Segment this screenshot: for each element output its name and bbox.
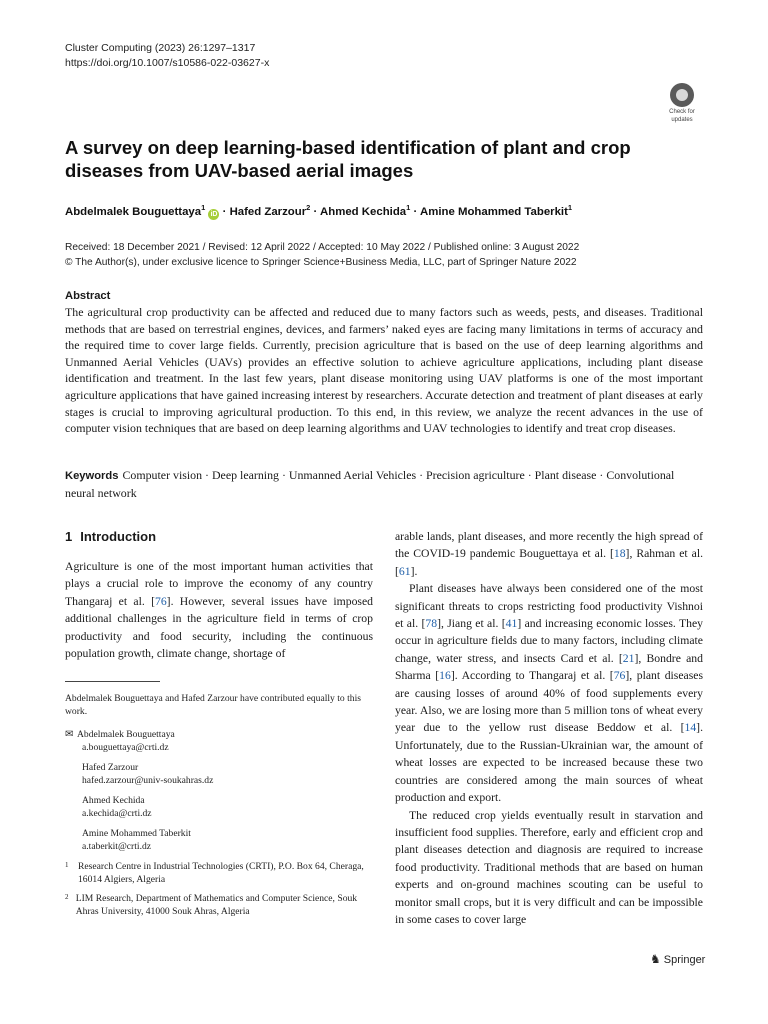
text-run: arable lands, plant diseases, and more recently the high spread of the COVID-19 pandemic Bouguettaya et al. [: [395, 530, 703, 561]
author-name: Hafed Zarzour: [229, 205, 307, 218]
text-run: ] and increasing economic losses. They occur in agriculture fields due to many factors, including climate change, water stress, and insects Card et al. [: [395, 617, 703, 665]
publisher-name: Springer: [663, 954, 706, 966]
keywords-section: [65, 467, 703, 501]
affiliation-text: Research Centre in Industrial Technologies (CRTI), P.O. Box 64, Cheraga, 16014 Algiers, Algeria: [78, 861, 364, 885]
citation-link[interactable]: 41: [505, 617, 518, 631]
paper-title: A survey on deep learning-based identification of plant and crop diseases from UAV-based aerial images: [65, 137, 631, 181]
citation-link[interactable]: 76: [154, 594, 167, 608]
contact-entry: [65, 728, 365, 754]
contact-entry: [65, 761, 365, 787]
keywords-heading: Keywords: [65, 470, 119, 482]
citation-link[interactable]: 14: [684, 721, 697, 735]
text-run: ], Bondre and Sharma [: [395, 651, 703, 683]
citation-link[interactable]: 18: [613, 547, 626, 561]
journal-citation: Cluster Computing (2023) 26:1297–1317: [65, 42, 256, 54]
publication-dates: [65, 241, 579, 270]
author-name: Amine Mohammed Taberkit: [420, 205, 568, 218]
check-updates-icon: [670, 83, 694, 107]
left-column: [65, 558, 373, 662]
contact-email[interactable]: a.kechida@crti.dz: [82, 808, 152, 819]
citation-link[interactable]: 78: [425, 617, 438, 631]
text-run: ], plant diseases are causing losses of around 40% of food supplements every year. Also, we are losing more than 5 million tons of wheat every year due to the yellow rust disease Beddow et al. [: [395, 669, 704, 735]
text-run: ], Rahman et al. [: [395, 547, 703, 578]
citation-link[interactable]: 16: [439, 669, 451, 683]
text-run: ]. According to Thangaraj et al. [: [450, 669, 614, 683]
text-run: Plant diseases have always been considered one of the most significant threats to crops restricting food productivity Vishnoi et al. [: [395, 582, 703, 631]
abstract-text: The agricultural crop productivity can be affected and reduced due to many factors such as weeds, pests, and diseases. Traditional methods that are based on terrestrial engines, devices, and farmers’ naked eyes are facing many limitations in terms of accuracy and the required time to cover large fields. Currently, precision agriculture that is based on the use of deep learning algorithms and Unmanned Aerial Vehicles (UAVs) provides an effective solution to achieve agriculture applications, including plant disease identification and treatment. In the last few years, plant disease monitoring using UAV platforms is one of the most important agriculture applications that have gained increasing interest by researchers. Accurate detection and treatment of plant diseases at early stages is crucial to improving agricultural production. To this end, in this review, we analyze the recent advances in the use of computer vision techniques that are based on deep learning algorithms and UAV technologies to identify and treat crop diseases.: [65, 305, 703, 436]
author-list: Abdelmalek Bouguettaya$^1$ iD · Hafed Zarzour$^2$ · Ahmed Kechida$^1$ · Amine Mohammed Taberkit$^1$: [65, 203, 573, 218]
author-affiliation: 1: [406, 203, 411, 212]
text-run: ].: [410, 564, 418, 578]
journal-header: [65, 41, 269, 71]
orcid-icon[interactable]: iD: [210, 210, 218, 218]
abstract-section: [65, 290, 703, 437]
author-name: Abdelmalek Bouguettaya: [65, 205, 202, 218]
intro-paragraph: [65, 558, 373, 662]
author-name: Ahmed Kechida: [320, 205, 407, 218]
right-column: [395, 528, 703, 928]
badge-line2: updates: [671, 117, 693, 123]
affiliation-entry: [65, 860, 365, 886]
envelope-icon: ✉: [65, 729, 74, 740]
contact-name: Amine Mohammed Taberkit: [82, 828, 191, 839]
text-run: Agriculture is one of the most important human activities that plays a crucial role to improve the economy of any country Thangaraj et al. [: [65, 560, 373, 608]
doi-link[interactable]: https://doi.org/10.1007/s10586-022-03627-x: [65, 57, 270, 69]
contact-email[interactable]: hafed.zarzour@univ-soukahras.dz: [82, 775, 214, 786]
contact-entry: [65, 794, 365, 820]
contact-name: Abdelmalek Bouguettaya: [77, 729, 175, 740]
dates-line: Received: 18 December 2021 / Revised: 12 April 2022 / Accepted: 10 May 2022 / Published online: 3 August 2022: [65, 242, 580, 253]
text-run: ]. Unfortunately, due to the Russian-Ukrainian war, the amount of wheat losses are expected to be increased because these two countries are considered among the main sources of wheat production and export.: [395, 721, 703, 805]
intro-paragraph: [395, 528, 703, 580]
section-number: 1: [65, 529, 73, 544]
intro-paragraph: [395, 580, 703, 806]
affiliation-text: LIM Research, Department of Mathematics and Computer Science, Souk Ahras University, 41000 Souk Ahras, Algeria: [75, 893, 358, 917]
footnotes: [65, 692, 365, 922]
author-affiliation: 2: [306, 203, 311, 212]
check-for-updates-badge[interactable]: [661, 83, 703, 125]
citation-link[interactable]: 76: [613, 669, 626, 683]
copyright-line: © The Author(s), under exclusive licence to Springer Science+Business Media, LLC, part of Springer Nature 2022: [65, 256, 577, 268]
citation-link[interactable]: 61: [398, 564, 411, 578]
contact-email[interactable]: a.taberkit@crti.dz: [82, 841, 152, 852]
affiliation-entry: [65, 892, 365, 918]
text-run: ]. However, several issues have imposed additional challenges in the agriculture field in terms of crop productivity and food security, including the continuous population growth, climate change, shortage of: [65, 594, 373, 661]
intro-paragraph: The reduced crop yields eventually result in starvation and insufficient food supplies. Therefore, early and efficient crop and plant diseases detection and diagnosis are required to increase food productivity. Traditional methods that are based on human experts and on-ground machines scouting can be useful to monitor small crops, but it is very difficult and can be impossible in some cases to cover large: [395, 808, 703, 926]
section-heading-introduction: [65, 529, 156, 544]
citation-link[interactable]: 21: [622, 651, 635, 665]
keywords-text: Computer vision · Deep learning · Unmanned Aerial Vehicles · Precision agriculture · Plant disease · Convolutional neural network: [65, 468, 675, 500]
section-title: Introduction: [80, 529, 157, 544]
abstract-heading: Abstract: [65, 290, 111, 302]
springer-logo-icon: ♞: [650, 952, 661, 966]
affiliation-number: 1: [65, 861, 69, 869]
text-run: ], Jiang et al. [: [437, 617, 506, 631]
equal-contribution-note: Abdelmalek Bouguettaya and Hafed Zarzour have contributed equally to this work.: [65, 693, 361, 717]
badge-line1: Check for: [669, 109, 695, 115]
contact-entry: [65, 827, 365, 853]
footnote-divider: [65, 681, 160, 682]
publisher-footer: [650, 952, 705, 966]
author-affiliation: 1: [567, 203, 573, 212]
contact-name: Ahmed Kechida: [82, 795, 145, 806]
author-affiliation: 1: [201, 203, 206, 212]
contact-name: Hafed Zarzour: [82, 762, 139, 773]
affiliation-number: 2: [65, 893, 69, 901]
contact-email[interactable]: a.bouguettaya@crti.dz: [82, 742, 169, 753]
